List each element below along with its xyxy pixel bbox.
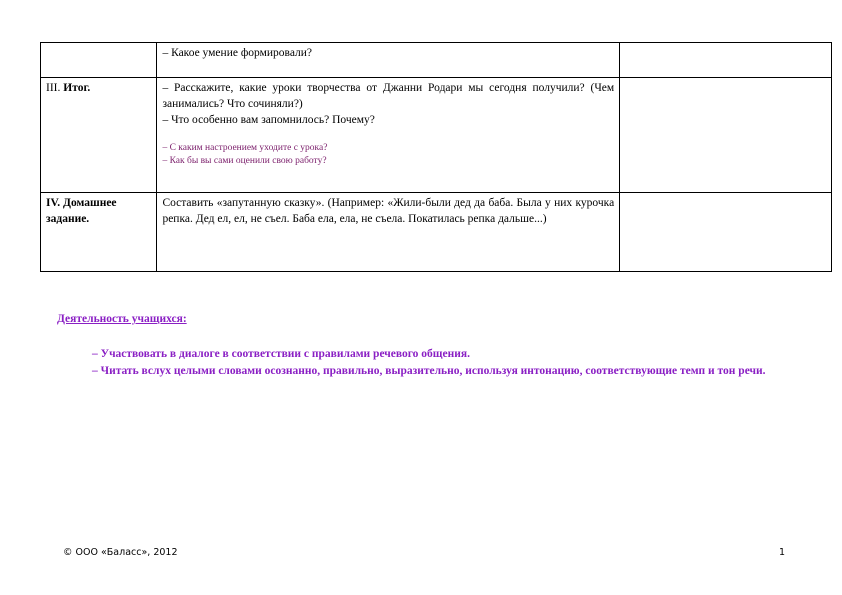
extra-question: – С каким настроением уходите с урока? bbox=[162, 143, 328, 153]
table-row bbox=[41, 193, 832, 272]
spacer bbox=[162, 128, 614, 142]
content-line: – Расскажите, какие уроки творчества от Джанни Родари мы сегодня получили? (Чем занимались? Что сочиняли?) bbox=[162, 82, 615, 110]
notes-cell bbox=[620, 78, 832, 193]
content-cell bbox=[157, 78, 620, 193]
footer-copyright: © ООО «Баласс», 2012 bbox=[63, 547, 178, 558]
activity-item: – Участвовать в диалоге в соответствии с правилами речевого общения. bbox=[92, 348, 470, 360]
content-line: Составить «запутанную сказку». (Например: «Жили-были дед да баба. Была у них курочка репка. Дед ел, ел, не съел. Баба ела, ела, не съела. Покатилась репка дальше...) bbox=[162, 197, 615, 225]
extra-question: – Как бы вы сами оценили свою работу? bbox=[162, 156, 327, 166]
table-row bbox=[41, 78, 832, 193]
stage-number: III. bbox=[46, 82, 61, 94]
activity-heading: Деятельность учащихся: bbox=[57, 313, 187, 325]
stage-cell: IV. Домашнее задание. bbox=[41, 193, 157, 272]
content-cell bbox=[157, 43, 620, 78]
stage-cell bbox=[41, 78, 157, 193]
page-number: 1 bbox=[779, 547, 786, 558]
content-line: – Что особенно вам запомнилось? Почему? bbox=[162, 114, 375, 126]
lesson-plan-table bbox=[40, 42, 832, 272]
content-cell bbox=[157, 193, 620, 272]
content-line: – Какое умение формировали? bbox=[162, 47, 313, 59]
activity-item: – Читать вслух целыми словами осознанно, правильно, выразительно, используя интонацию, соответствующие темп и тон речи. bbox=[92, 365, 766, 377]
student-activity-section bbox=[57, 311, 787, 380]
stage-cell bbox=[41, 43, 157, 78]
notes-cell bbox=[620, 43, 832, 78]
table-row bbox=[41, 43, 832, 78]
notes-cell bbox=[620, 193, 832, 272]
stage-title: Итог. bbox=[63, 82, 91, 94]
